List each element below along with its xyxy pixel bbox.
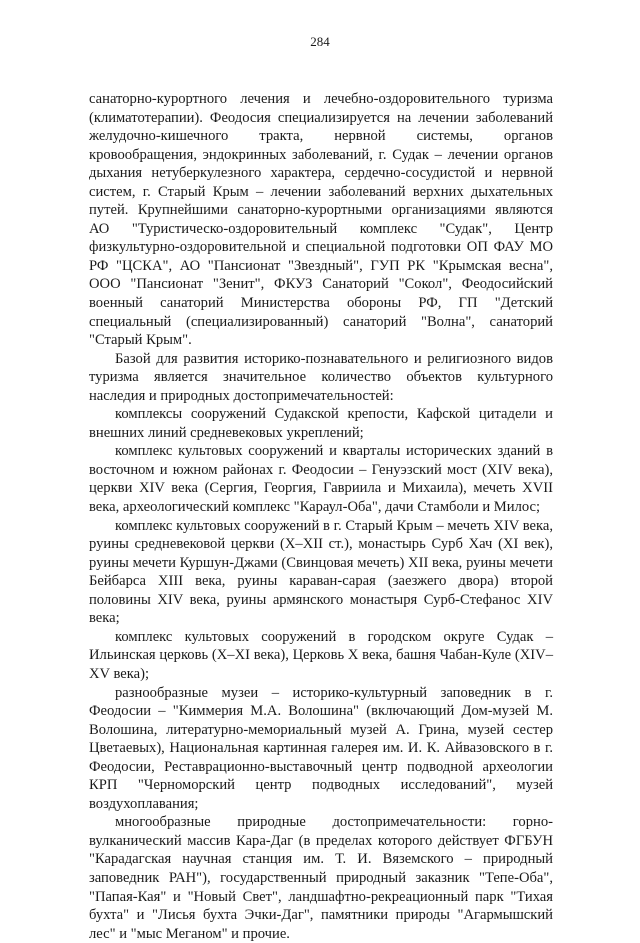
list-item-natural-sights: многообразные природные достопримечательности: горно-вулканический массив Кара-Даг (в пределах которого действует ФГБУН "Карадагская научная станция им. Т. И. Вяземского – природный заповедник РАН"), государственный природный заказник "Тепе-Оба", "Папая-Кая" и "Новый Свет", ландшафтно-рекреационный парк "Тихая бухта" и "Лисья бухта Эчки-Даг", памятники природы "Агармышский лес" и "мыс Меганом" и прочие. (89, 814, 553, 942)
list-item-sudak-fortress: комплексы сооружений Судакской крепости, Кафской цитадели и внешних линий средневековых укреплений; (89, 406, 553, 441)
page-number: 284 (310, 34, 330, 49)
list-item-museums: разнообразные музеи – историко-культурный заповедник в г. Феодосии – "Киммерия М.А. Волошина" (включающий Дом-музей М. Волошина, литературно-мемориальный музей А. Грина, музей сестер Цветаевых), Национальная картинная галерея им. И. К. Айвазовского в г. Феодосии, Реставрационно-выставочный центр подводной археологии КРП "Черноморский центр подводных исследований", музей воздухоплавания; (89, 684, 553, 812)
list-item-sudak-religious: комплекс культовых сооружений в городском округе Судак – Ильинская церковь (X–XI века), Церковь X века, башня Чабан-Куле (XIV–XV века); (89, 628, 553, 682)
list-item-stary-krym-complex: комплекс культовых сооружений в г. Старый Крым – мечеть XIV века, руины средневековой церкви (X–XII ст.), монастырь Сурб Хач (XI век), руины мечети Куршун-Джами (Свинцовая мечеть) XII века, руины мечети Бейбарса XIII века, руины караван-сарая (заезжего двора) второй половины XIV века, руины армянского монастыря Сурб-Стефанос XIV века; (89, 517, 553, 627)
list-item-feodosia-complex: комплекс культовых сооружений и кварталы исторических зданий в восточном и южном районах г. Феодосии – Генуэзский мост (XIV века), церкви XIV века (Сергия, Георгия, Гавриила и Михаила), мечеть XVII века, археологический комплекс "Караул-Оба", дачи Стамболи и Милос; (89, 443, 553, 516)
body-text (89, 90, 553, 943)
paragraph-resorts: санаторно-курортного лечения и лечебно-оздоровительного туризма (климатотерапии). Феодосия специализируется на лечении заболеваний желудочно-кишечного тракта, нервной системы, органов кровообращения, эндокринных заболеваний, г. Судак – лечении органов дыхания нетуберкулезного характера, сердечно-сосудистой и нервной систем, г. Старый Крым – лечении заболеваний верхних дыхательных путей. Крупнейшими санаторно-курортными организациями являются АО "Туристическо-оздоровительный комплекс "Судак", Центр физкультурно-оздоровительной и специальной подготовки ОП ФАУ МО РФ "ЦСКА", АО "Пансионат "Звездный", ГУП РК "Крымская весна", ООО "Пансионат "Зенит", ФКУЗ Санаторий "Сокол", Феодосийский военный санаторий Министерства обороны РФ, ГП "Детский специальный (специализированный) санаторий "Волна", санаторий "Старый Крым". (89, 91, 553, 349)
paragraph-heritage-intro: Базой для развития историко-познавательного и религиозного видов туризма является значительное количество объектов культурного наследия и природных достопримечательностей: (89, 350, 553, 404)
